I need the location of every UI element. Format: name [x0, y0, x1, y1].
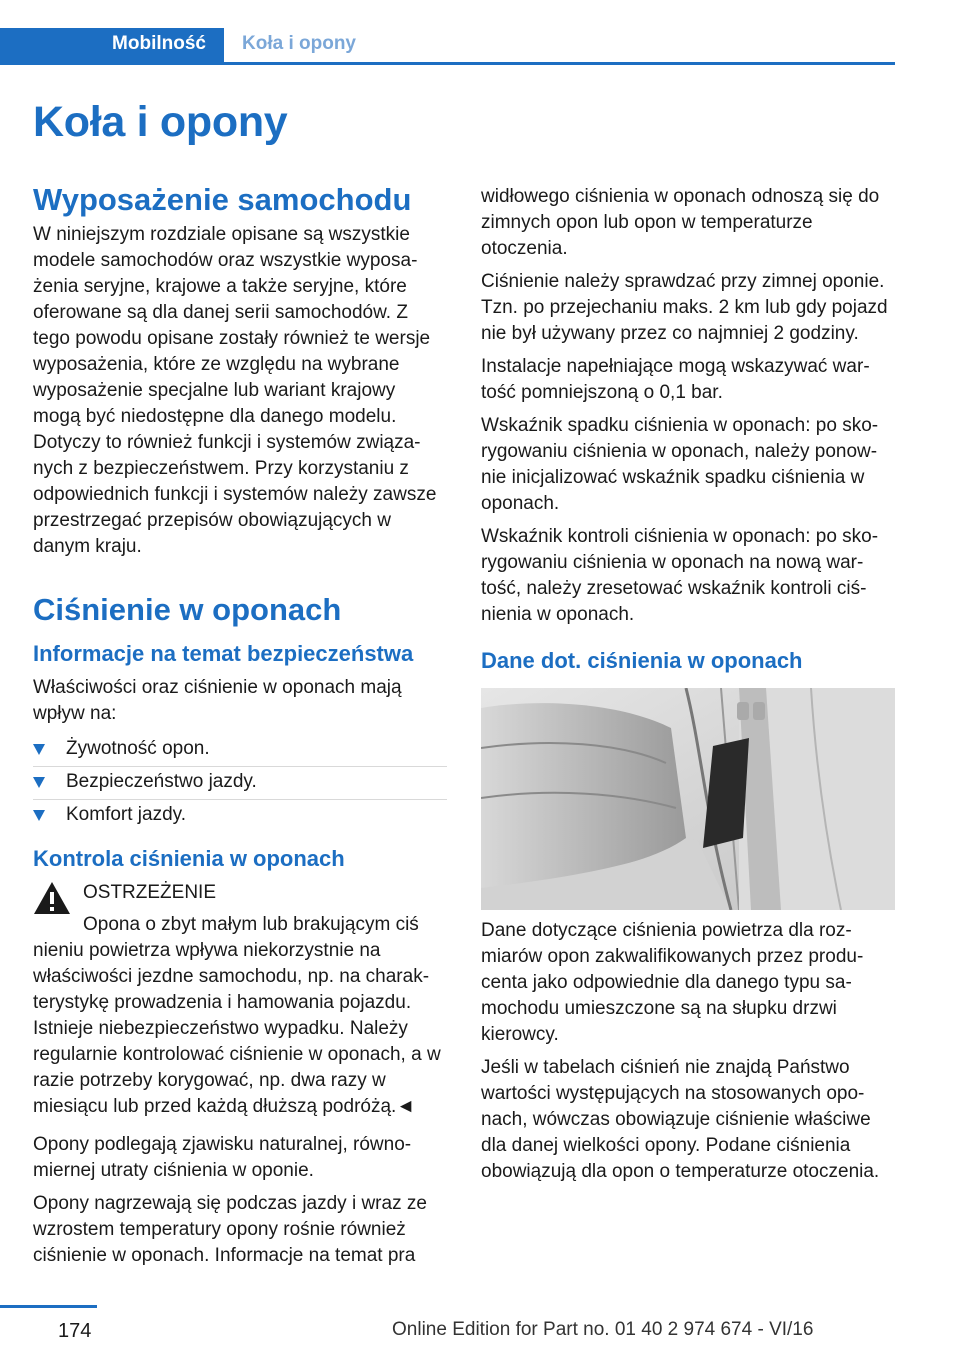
footer-rule	[0, 1305, 97, 1308]
bullet-text: Komfort jazdy.	[66, 804, 187, 825]
right-column	[481, 184, 895, 1192]
list-item	[33, 767, 447, 800]
triangle-bullet-icon	[33, 777, 45, 788]
header-tabbar	[0, 28, 895, 65]
section-tab	[0, 28, 224, 62]
heading-safety-info: Informacje na temat bezpieczeństwa	[33, 641, 414, 666]
heading-tire-pressure: Ciśnienie w oponach	[33, 592, 342, 627]
bullet-list	[33, 734, 447, 832]
section-tab-label: Mobilność	[112, 33, 206, 54]
warning-text: nieniu powietrza wpływa niekorzystnie na właściwości jezdne samochodu, np. na charakterystykę prowadzenia i hamowania pojazdu. Istnieje niebezpieczeństwo wypadku. Należy regularnie kontrolować ciśnienie w oponach, a w razie potrzeby korygować, np. dwa razy w miesiącu lub przed każdą dłuższą podróżą.◄	[33, 940, 441, 1117]
heading-pressure-control: Kontrola ciśnienia w oponach	[33, 846, 345, 871]
edition-footer: Online Edition for Part no. 01 40 2 974 674 - VI/16	[392, 1319, 814, 1340]
paragraph-pressure-tables: Jeśli w tabelach ciśnień nie znajdą Państwo wartości występujących na stosowanych oponach, wówczas obowiązuje ciśnienie właściwe dla danej wielkości opony. Podane ciśnienia obowiązują dla opon o temperaturze otoczenia.	[481, 1057, 880, 1182]
triangle-bullet-icon	[33, 744, 45, 755]
page-number: 174	[58, 1320, 92, 1342]
door-pillar-photo	[481, 688, 895, 910]
paragraph-cold-tires: widłowego ciśnienia w oponach odnoszą się do zimnych opon lub opon w temperaturze otoczenia.	[481, 186, 880, 259]
paragraph-filling-devices: Instalacje napełniające mogą wskazywać wartość pomniejszoną o 0,1 bar.	[481, 356, 870, 403]
heading-pressure-data: Dane dot. ciśnienia w oponach	[481, 648, 803, 673]
paragraph-deflation-indicator: Wskaźnik spadku ciśnienia w oponach: po skorygowaniu ciśnienia w oponach, należy ponownie inicjalizować wskaźnik spadku ciśnienia w oponach.	[481, 415, 879, 514]
paragraph-check-pressure: Ciśnienie należy sprawdzać przy zimnej oponie. Tzn. po przejechaniu maks. 2 km lub gdy pojazd nie był używany przez co najmniej 2 godziny.	[481, 271, 888, 344]
list-item	[33, 800, 447, 832]
safety-intro: Właściwości oraz ciśnienie w oponach mają wpływ na:	[33, 677, 402, 724]
paragraph-pressure-monitor: Wskaźnik kontroli ciśnienia w oponach: po skorygowaniu ciśnienia w oponach na nową wartość, należy zresetować wskaźnik kontroli ciśnienia w oponach.	[481, 526, 879, 625]
triangle-bullet-icon	[33, 810, 45, 821]
page-title: Koła i opony	[33, 98, 288, 146]
paragraph-heating: Opony nagrzewają się podczas jazdy i wraz ze wzrostem temperatury opony rośnie również ciśnienie w oponach. Informacje na temat pra	[33, 1193, 427, 1266]
warning-first-line: Opona o zbyt małym lub brakującym ciś	[83, 914, 419, 935]
warning-title: OSTRZEŻENIE	[83, 882, 217, 903]
bullet-text: Żywotność opon.	[66, 738, 210, 759]
heading-equipment: Wyposażenie samochodu	[33, 182, 412, 217]
paragraph-pressure-loss: Opony podlegają zjawisku naturalnej, równomiernej utraty ciśnienia w oponie.	[33, 1134, 412, 1181]
warning-triangle-icon	[33, 880, 71, 916]
warning-block	[33, 880, 447, 1120]
left-column	[33, 180, 447, 1276]
paragraph-pressure-label: Dane dotyczące ciśnienia powietrza dla rozmiarów opon zakwalifikowanych przez producenta jako odpowiednie dla danego typu samochodu umieszczone są na słupku drzwi kierowcy.	[481, 920, 864, 1045]
breadcrumb: Koła i opony	[242, 33, 356, 54]
bullet-text: Bezpieczeństwo jazdy.	[66, 771, 257, 792]
list-item	[33, 734, 447, 767]
equipment-paragraph: W niniejszym rozdziale opisane są wszystkie modele samochodów oraz wszystkie wyposażenia seryjne, krajowe a także seryjne, które oferowane są dla danej serii samochodów. Z tego powodu opisane zostały również te wersje wyposażenia, które ze względu na wybrane wyposażenie specjalne lub wariant krajowy mogą być niedostępne dla danego modelu. Dotyczy to również funkcji i systemów związanych z bezpieczeństwem. Przy korzystaniu z odpowiednich funkcji i systemów należy zawsze przestrzegać przepisów obowiązujących w danym kraju.	[33, 224, 437, 557]
